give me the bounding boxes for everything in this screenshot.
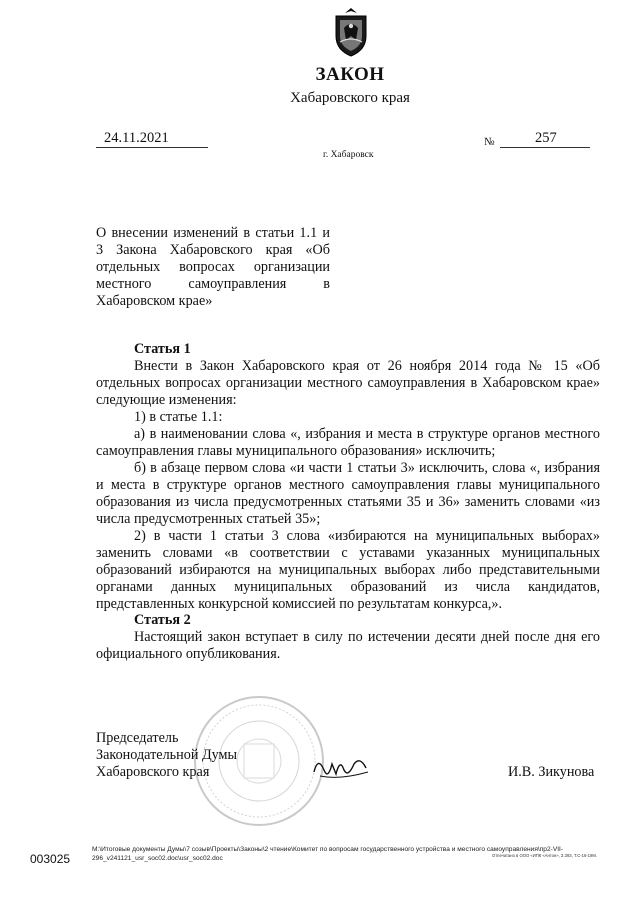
file-path: M:\Итоговые документы Думы\7 созыв\Проекты\Законы\2 чтение\Комитет по вопросам государственного устройства и местного самоуправления\пр2-VII-296_v241121_usr_soc02.doc\usr_soc02.doc (92, 846, 564, 862)
document-code: 003025 (30, 852, 71, 866)
article-1-intro: Внести в Закон Хабаровского края от 26 ноября 2014 года № 15 «Об отдельных вопросах организации местного самоуправления в Хабаровском крае» следующие изменения: (96, 358, 600, 408)
number-underline (500, 147, 590, 148)
coat-of-arms-icon (330, 6, 372, 58)
article-1-item-1b: б) в абзаце первом слова «и части 1 статьи 3» исключить, слова «, избрания и места в структуре органов местного самоуправления главы муниципального образования из числа предусмотренных статьями 35 и 36» заменить словами «из числа предусмотренных статьей 35»; (96, 460, 600, 527)
signatory-line-3: Хабаровского края (96, 764, 210, 780)
article-2-text: Настоящий закон вступает в силу по истечении десяти дней после дня его официального опубликования. (96, 629, 600, 662)
document-title: ЗАКОН (315, 64, 385, 85)
print-note: Отпечатано в ООО «ИПК «Антон», З.393, Т.С-16-19М. (492, 853, 597, 858)
article-1-heading: Статья 1 (134, 341, 191, 357)
document-date: 24.11.2021 (104, 130, 169, 146)
number-sign: № (484, 136, 495, 148)
document-number: 257 (535, 130, 557, 146)
signatory-line-2: Законодательной Думы (96, 747, 238, 763)
signatory-position (96, 730, 237, 781)
document-subtitle: Хабаровского края (290, 90, 410, 106)
law-subject: О внесении изменений в статьи 1.1 и 3 Закона Хабаровского края «Об отдельных вопросах организации местного самоуправления в Хабаровском крае» (96, 225, 330, 309)
article-1-item-2: 2) в части 1 статьи 3 слова «избираются на муниципальных выборах» заменить словами «в соответствии с уставами указанных муниципальных образований избираются на муниципальных выборах либо представительными органами данных муниципальных образований из числа кандидатов, представленных конкурсной комиссией по результатам конкурса,». (96, 528, 600, 612)
article-2-heading: Статья 2 (134, 612, 191, 628)
article-1-item-1a: а) в наименовании слова «, избрания и места в структуре органов местного самоуправления главы муниципального образования» исключить; (96, 426, 600, 459)
signatory-line-1: Председатель (96, 730, 179, 746)
date-underline (96, 147, 208, 148)
handwritten-signature-icon (310, 750, 372, 784)
article-1 (96, 341, 600, 613)
city-label: г. Хабаровск (323, 150, 374, 160)
signatory-name: И.В. Зикунова (508, 764, 595, 780)
article-1-item-1: 1) в статье 1.1: (134, 409, 223, 425)
article-2 (96, 612, 600, 663)
